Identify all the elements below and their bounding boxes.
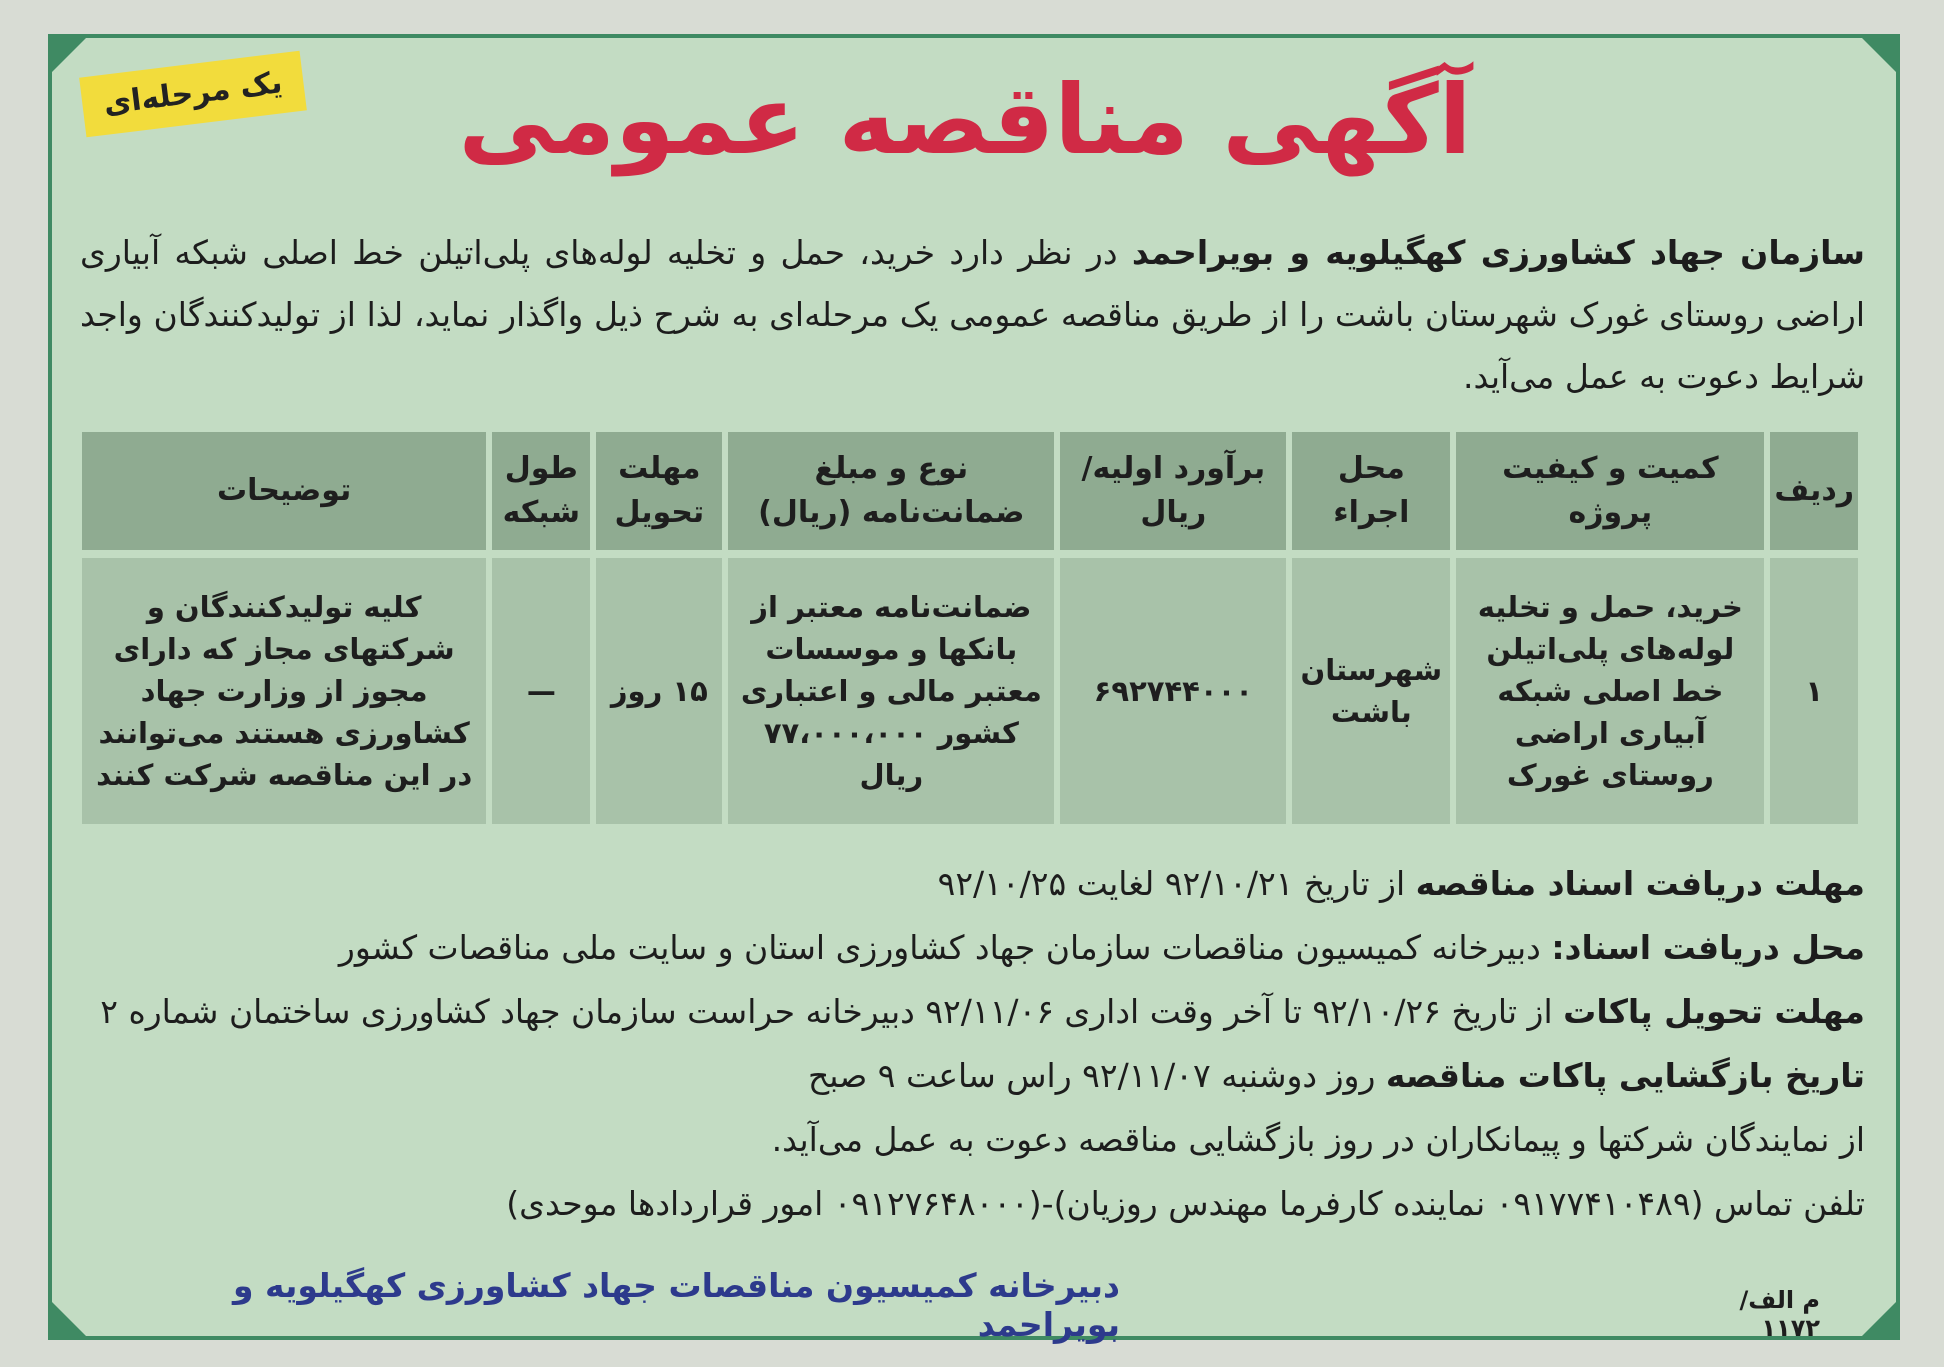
corner-ornament: [1862, 1302, 1896, 1336]
info-text: از نمایندگان شرکتها و پیمانکاران در روز بازگشایی مناقصه دعوت به عمل می‌آید.: [771, 1120, 1865, 1159]
intro-org: سازمان جهاد کشاورزی کهگیلویه و بویراحمد: [1131, 233, 1865, 272]
info-text: تلفن تماس (۰۹۱۷۷۴۱۰۴۸۹ نماینده کارفرما مهندس روزیان)-(۰۹۱۲۷۶۴۸۰۰۰ امور قراردادها موحدی): [506, 1184, 1865, 1223]
cell-description: کلیه تولیدکنندگان و شرکتهای مجاز که دارای مجوز از وزارت جهاد کشاورزی هستند می‌توانند در این مناقصه شرکت کنند: [82, 558, 486, 824]
info-label: تاریخ بازگشایی پاکات مناقصه: [1385, 1056, 1865, 1095]
notice-code: م الف/ ۱۱۷۲: [1739, 1286, 1820, 1342]
col-description: توضیحات: [82, 432, 486, 558]
info-label: مهلت تحویل پاکات: [1563, 992, 1865, 1031]
info-text: دبیرخانه کمیسیون مناقصات سازمان جهاد کشاورزی استان و سایت ملی مناقصات کشور: [338, 928, 1552, 967]
intro-paragraph: [80, 222, 1865, 408]
cell-row-number: ۱: [1770, 558, 1858, 824]
tender-table: [76, 432, 1864, 824]
info-label: محل دریافت اسناد:: [1551, 928, 1865, 967]
cell-estimate: ۶۹۲۷۴۴۰۰۰: [1060, 558, 1286, 824]
info-line: [80, 1044, 1865, 1108]
table-header-row: [82, 432, 1858, 558]
info-text: روز دوشنبه ۹۲/۱۱/۰۷ راس ساعت ۹ صبح: [807, 1056, 1386, 1095]
tender-details: [80, 852, 1865, 1236]
corner-ornament: [52, 38, 86, 72]
cell-project: خرید، حمل و تخلیه لوله‌های پلی‌اتیلن خط اصلی شبکه آبیاری اراضی روستای غورک: [1456, 558, 1764, 824]
col-guarantee: نوع و مبلغ ضمانت‌نامه (ریال): [728, 432, 1054, 558]
info-label: مهلت دریافت اسناد مناقصه: [1415, 864, 1865, 903]
col-delivery: مهلت تحویل: [596, 432, 722, 558]
col-location: محل اجراء: [1292, 432, 1450, 558]
info-text: از تاریخ ۹۲/۱۰/۲۱ لغایت ۹۲/۱۰/۲۵: [937, 864, 1416, 903]
col-network-length: طول شبکه: [492, 432, 590, 558]
one-stage-badge: یک مرحله‌ای: [79, 51, 307, 138]
col-project: کمیت و کیفیت پروژه: [1456, 432, 1764, 558]
intro-text: در نظر دارد خرید، حمل و تخلیه لوله‌های پلی‌اتیلن خط اصلی شبکه آبیاری اراضی روستای غورک شهرستان باشت را از طریق مناقصه عمومی یک مرحله‌ای به شرح ذیل واگذار نماید، لذا از تولیدکنندگان واجد شرایط دعوت به عمل می‌آید.: [80, 233, 1865, 396]
table-row: [82, 558, 1858, 824]
info-line: [80, 1108, 1865, 1172]
info-line: [80, 852, 1865, 916]
cell-guarantee: ضمانت‌نامه معتبر از بانکها و موسسات معتبر مالی و اعتباری کشور ۷۷،۰۰۰،۰۰۰ ریال: [728, 558, 1054, 824]
col-row-number: ردیف: [1770, 432, 1858, 558]
corner-ornament: [1862, 38, 1896, 72]
info-line: [80, 916, 1865, 980]
notice-title: آگهی مناقصه عمومی: [458, 64, 1472, 176]
info-text: از تاریخ ۹۲/۱۰/۲۶ تا آخر وقت اداری ۹۲/۱۱/۰۶ دبیرخانه حراست سازمان جهاد کشاورزی ساختمان شماره ۲: [100, 992, 1564, 1031]
cell-network-length: —: [492, 558, 590, 824]
info-line: [80, 980, 1865, 1044]
cell-location: شهرستان باشت: [1292, 558, 1450, 824]
cell-delivery: ۱۵ روز: [596, 558, 722, 824]
corner-ornament: [52, 1302, 86, 1336]
col-estimate: برآورد اولیه/ ریال: [1060, 432, 1286, 558]
footer-organization: دبیرخانه کمیسیون مناقصات جهاد کشاورزی کهگیلویه و بویراحمد: [232, 1266, 1120, 1344]
info-line: [80, 1172, 1865, 1236]
